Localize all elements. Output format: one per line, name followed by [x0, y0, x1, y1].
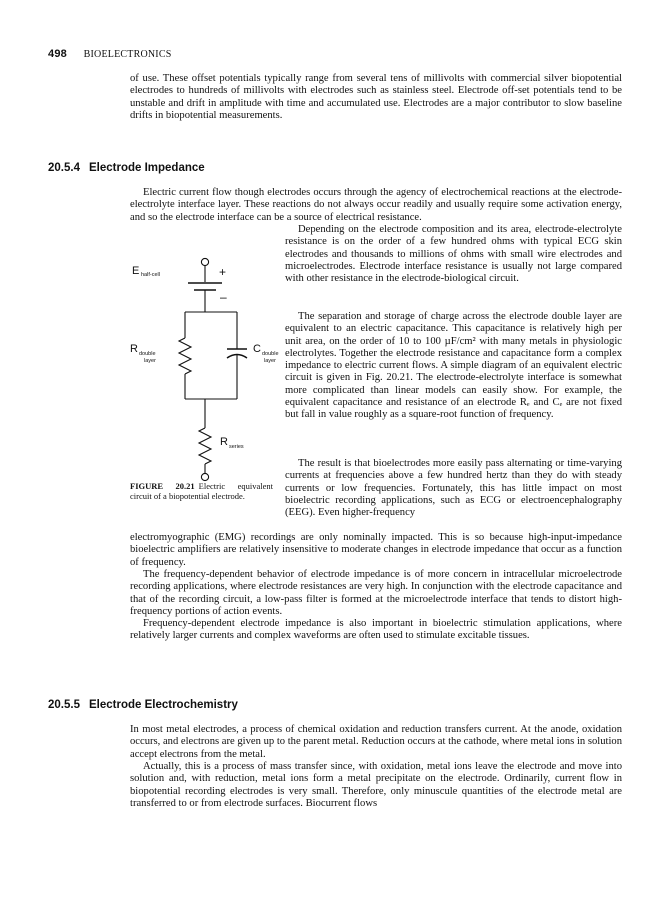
figure-caption [130, 481, 273, 501]
electrochemistry-paragraph-1: In most metal electrodes, a process of chemical oxidation and reduction transfers current. At the anode, oxidation occurs, and electrons are given up to the parent metal. Reduction occurs at the cathode, where metal ions in solution accept electrons from the metal. [130, 724, 622, 760]
impedance-paragraph-4-right: The result is that bioelectrodes more easily pass alternating or time-varying currents at frequencies above a few hundred hertz than they do with steady currents or low frequencies. Fortunately, this has little impact on most bioelectric recording applications, such as ECG or electroencephalography (EEG). Even higher-frequency [285, 458, 622, 519]
electrochemistry-paragraph-2: Actually, this is a process of mass transfer since, with oxidation, metal ions leave the electrode and move into solution and, with reduction, metal ions form a metal precipitate on the electrode. Ordinarily, current flow in biopotential recording electrodes is very small. Therefore, only minuscule quantities of the electrode metal are transferred to or from electrode surfaces. Biocurrent flows [130, 761, 622, 809]
impedance-paragraph-1: Electric current flow though electrodes occurs through the agency of electrochemical reactions at the electrode-electrolyte interface layer. These reactions do not always occur readily and usually require some activation energy, and so the electrode interface can be a source of electrical resistance. [130, 187, 622, 223]
label-r-double-layer: R [130, 343, 138, 355]
resistor-double-layer [179, 338, 191, 374]
intro-paragraph: of use. These offset potentials typically range from several tens of millivolts with commercial silver biopotential electrodes to hundreds of millivolts with electrodes such as stainless steel. Electrode off-set potentials tend to be unstable and drift in amplitude with time and accumulated use. Electrodes are a major contributor to slow baseline drifts in biopotential measurements. [130, 73, 622, 121]
label-c-double-layer: C [253, 343, 261, 355]
bottom-terminal [201, 473, 208, 480]
label-r-series: R [220, 436, 228, 448]
label-e-half-cell: E [132, 265, 140, 277]
impedance-paragraph-2: Depending on the electrode composition and its area, electrode-electrolyte resistance is on the order of a few hundred ohms with typical ECG skin electrodes and thousands to millions of ohms with small wire electrodes and microelectrodes. Electrode interface resistance is usually not large compared with other resistance in the electrode-biological circuit. [285, 224, 622, 285]
section-title: Electrode Impedance [88, 162, 205, 174]
label-c-double-layer-sub1: double [262, 351, 279, 357]
impedance-paragraph-6: Frequency-dependent electrode impedance is also important in bioelectric stimulation applications, where relatively larger currents and complex waveforms are often used to stimulate excitable tissues. [130, 618, 622, 642]
impedance-paragraph-5: The frequency-dependent behavior of electrode impedance is of more concern in intracellular microelectrode recording applications, where electrode resistances are very high. In conjunction with the electrode capacitance and that of the recording circuit, a low-pass filter is formed at the microelectrode interface that tends to distort high-frequency portions of action events. [130, 569, 622, 617]
figure-caption-text: Electric equivalent circuit of a biopotential electrode. [130, 481, 273, 501]
equivalent-circuit-figure [130, 250, 280, 482]
label-minus: – [220, 290, 227, 304]
impedance-paragraph-4-continued: electromyographic (EMG) recordings are only nominally impacted. This is so because high-input-impedance bioelectric amplifiers are relatively insensitive to moderate changes in electrode impedance that occur as a function of frequency. [130, 532, 622, 568]
label-e-half-cell-sub: half-cell [141, 272, 160, 278]
running-title: BIOELECTRONICS [83, 49, 172, 60]
label-c-double-layer-sub2: layer [264, 358, 276, 364]
section-number: 20.5.4 [48, 162, 80, 174]
label-plus: + [219, 265, 227, 279]
label-r-double-layer-sub1: double [139, 351, 156, 357]
page-number: 498 [48, 48, 67, 60]
impedance-paragraph-3: The separation and storage of charge across the electrode double layer are equivalent to an electric capacitance. This capacitance is relatively high per unit area, on the order of 10 to 100 µF/cm² with many metals in physiologic electrolytes. Together the electrode resistance and capacitance form a complex impedance to electric current flows. A simple diagram of an equivalent electric circuit is given in Fig. 20.21. The electrode-electrolyte interface is somewhat more complicated than linear models can easily show. For example, the equivalent capacitance and resistance of an electrode Rₑ and Cₑ are not fixed but fall in value roughly as a square-root function of frequency. [285, 311, 622, 421]
label-r-double-layer-sub2: layer [144, 358, 156, 364]
figure-label: FIGURE 20.21 [130, 481, 195, 491]
top-terminal [201, 258, 208, 265]
section-heading-impedance [48, 162, 205, 174]
section-title: Electrode Electrochemistry [88, 699, 238, 711]
label-r-series-sub: series [229, 444, 244, 450]
resistor-series [199, 428, 211, 464]
page-header [48, 48, 171, 60]
section-heading-electrochemistry [48, 699, 238, 711]
section-number: 20.5.5 [48, 699, 80, 711]
